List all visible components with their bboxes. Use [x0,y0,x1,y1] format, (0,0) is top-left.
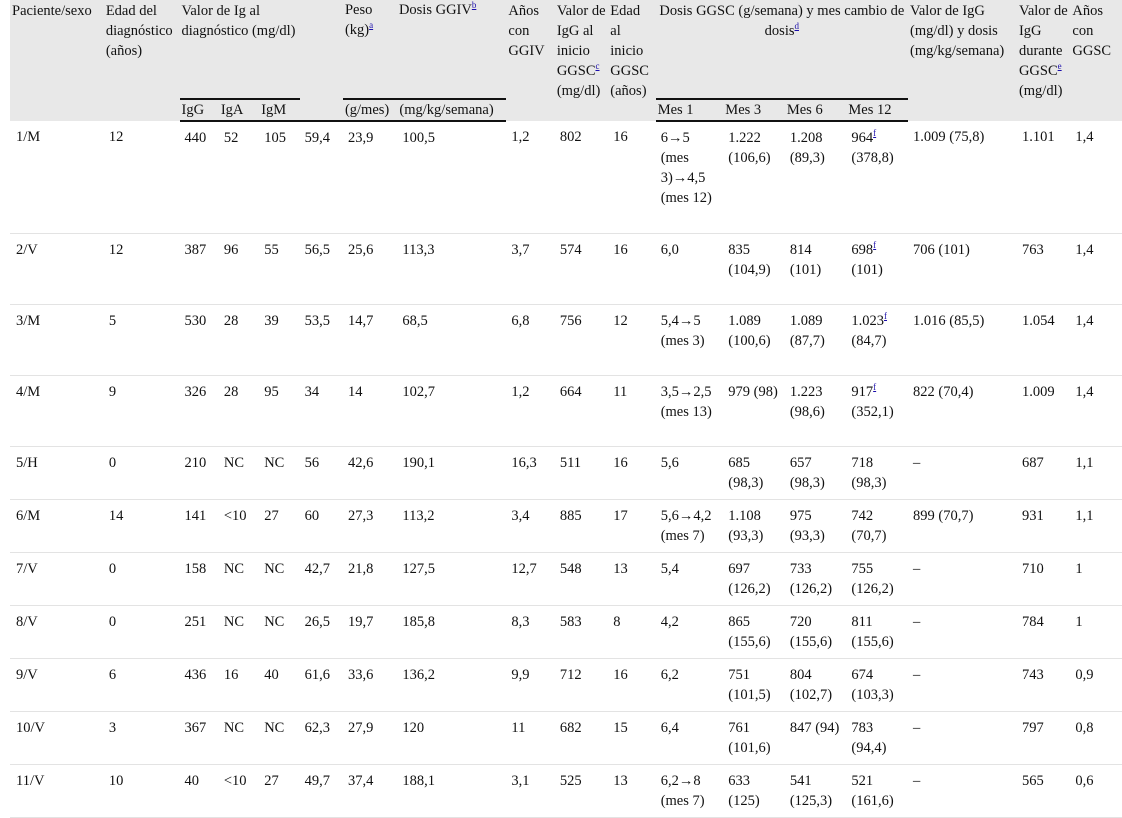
subheader-spacer [300,99,343,121]
cell-mes12 [846,711,908,764]
cell-igg-inicio: 548 [555,552,608,605]
cell-mgkg: 68,5 [397,304,506,375]
table-body [10,121,1122,817]
subheader-mes6: Mes 6 [785,99,847,121]
cell-mgkg: 188,1 [397,764,506,817]
cell-mes3: 761 (101,6) [723,711,785,764]
cell-igg: 436 [180,658,219,711]
cell-igg-inicio: 511 [555,446,608,499]
table-row [10,446,1122,499]
table-row [10,121,1122,233]
cell-edad: 12 [104,121,180,233]
cell-iga: <10 [219,499,259,552]
footnote-link-f[interactable]: f [873,239,877,250]
cell-gmes: 33,6 [343,658,397,711]
header-edad [104,0,180,121]
cell-peso: 42,7 [300,552,343,605]
cell-mes3: 751 (101,5) [723,658,785,711]
cell-anos-ggsc: 0,8 [1070,711,1122,764]
cell-igg-durante: 784 [1017,605,1070,658]
cell-gmes: 14,7 [343,304,397,375]
cell-igm: 95 [259,375,299,446]
cell-anos-ggiv: 3,4 [506,499,554,552]
cell-mes3: 685 (98,3) [723,446,785,499]
cell-peso: 59,4 [300,121,343,233]
table-row [10,605,1122,658]
cell-igm: 40 [259,658,299,711]
cell-mes12 [846,375,908,446]
cell-anos-ggsc: 1,4 [1070,121,1122,233]
cell-anos-ggsc: 1,4 [1070,233,1122,304]
cell-mes12-value: 755 (126,2) [851,560,894,597]
cell-igg-durante: 743 [1017,658,1070,711]
cell-igm: 27 [259,764,299,817]
cell-iga: 52 [219,121,259,233]
cell-peso: 60 [300,499,343,552]
cell-anos-ggiv: 1,2 [506,121,554,233]
cell-mes1: 6→5 (mes 3)→4,5 (mes 12) [656,121,724,233]
header-anos-ggiv-label: Años con GGIV [508,3,545,59]
header-dosis-ggsc-label: Dosis GGSC (g/semana) y mes cambio de dosis [659,3,905,39]
cell-anos-ggsc: 0,9 [1070,658,1122,711]
cell-igg-inicio: 525 [555,764,608,817]
cell-mes12-value: 742 (70,7) [851,507,887,544]
cell-igg-inicio: 712 [555,658,608,711]
header-valor-igg-dosis [908,0,1017,121]
cell-mes3: 1.108 (93,3) [723,499,785,552]
table-row [10,552,1122,605]
cell-igg-durante: 931 [1017,499,1070,552]
cell-anos-ggsc: 1 [1070,552,1122,605]
cell-iga: NC [219,446,259,499]
cell-mes6: 541 (125,3) [785,764,847,817]
cell-igg-inicio: 574 [555,233,608,304]
cell-mes12 [846,233,908,304]
cell-mes12 [846,446,908,499]
header-valor-igg-durante-unit: (mg/dl) [1018,83,1063,99]
header-valor-igg-inicio-unit: (mg/dl) [556,83,601,99]
cell-mes1: 6,2 [656,658,724,711]
cell-igg: 326 [180,375,219,446]
cell-mes6: 733 (126,2) [785,552,847,605]
cell-mes12 [846,499,908,552]
header-edad-label: Edad del diagnóstico (años) [105,3,173,59]
header-peso [343,0,397,40]
cell-mgkg: 127,5 [397,552,506,605]
table-row [10,375,1122,446]
header-paciente [10,0,104,121]
header-valor-igg-dosis-label: Valor de IgG (mg/dl) y dosis (mg/kg/semana) [909,3,1005,59]
header-edad-inicio-label: Edad al inicio GGSC (años) [610,3,649,99]
cell-igm: 39 [259,304,299,375]
cell-gmes: 21,8 [343,552,397,605]
table-row [10,304,1122,375]
cell-anos-ggiv: 8,3 [506,605,554,658]
header-anos-ggiv [506,0,554,121]
cell-anos-ggsc: 0,6 [1070,764,1122,817]
cell-igg-durante: 797 [1017,711,1070,764]
cell-edad: 10 [104,764,180,817]
cell-anos-ggiv: 16,3 [506,446,554,499]
cell-gmes: 25,6 [343,233,397,304]
cell-mgkg: 136,2 [397,658,506,711]
footnote-link-a[interactable]: a [369,20,374,31]
footnote-link-c[interactable]: c [595,61,600,72]
cell-edad-inicio: 16 [608,658,655,711]
footnote-link-d[interactable]: d [794,21,799,32]
header-dosis-ggsc [656,0,908,99]
cell-edad-inicio: 8 [608,605,655,658]
cell-mgkg: 100,5 [397,121,506,233]
cell-p: 1/M [10,121,104,233]
footnote-link-f[interactable]: f [873,128,877,139]
cell-mes12-value: 674 (103,3) [851,666,894,703]
cell-mes3: 835 (104,9) [723,233,785,304]
cell-peso: 62,3 [300,711,343,764]
cell-igg: 210 [180,446,219,499]
cell-edad-inicio: 17 [608,499,655,552]
cell-anos-ggiv: 6,8 [506,304,554,375]
cell-mes3: 1.222 (106,6) [723,121,785,233]
header-dosis-ggiv-label: Dosis GGIV [398,2,472,18]
header-dosis-ggiv [397,0,478,40]
cell-igm: NC [259,605,299,658]
cell-p: 5/H [10,446,104,499]
cell-igm: NC [259,711,299,764]
cell-mes12 [846,605,908,658]
cell-gmes: 27,3 [343,499,397,552]
subheader-mes12: Mes 12 [846,99,908,121]
cell-peso: 49,7 [300,764,343,817]
footnote-link-f[interactable]: f [884,310,888,321]
cell-mes6: 804 (102,7) [785,658,847,711]
header-peso-label: Peso (kg) [344,2,373,38]
cell-igg: 440 [180,121,219,233]
cell-mes3: 1.089 (100,6) [723,304,785,375]
cell-peso: 56,5 [300,233,343,304]
cell-mes12-value: 1.023 [851,312,885,329]
header-anos-ggsc [1070,0,1122,121]
cell-igg-dosis: – [908,605,1017,658]
cell-mgkg: 190,1 [397,446,506,499]
cell-mes12-dose: (84,7) [851,332,887,349]
cell-mes6: 657 (98,3) [785,446,847,499]
cell-p: 2/V [10,233,104,304]
cell-iga: 28 [219,375,259,446]
cell-mes6: 1.223 (98,6) [785,375,847,446]
cell-edad: 0 [104,552,180,605]
header-anos-ggsc-label: Años con GGSC [1072,3,1112,59]
cell-mes12-value: 811 (155,6) [851,613,894,650]
cell-mes1: 6,4 [656,711,724,764]
cell-edad-inicio: 12 [608,304,655,375]
cell-anos-ggiv: 9,9 [506,658,554,711]
cell-mes12-value: 964 [851,130,874,146]
cell-igg: 141 [180,499,219,552]
cell-mes1: 3,5→2,5 (mes 13) [656,375,724,446]
cell-igg-inicio: 664 [555,375,608,446]
header-valor-igg-inicio [555,0,608,121]
header-valor-igg-durante [1017,0,1070,121]
subheader-mes3: Mes 3 [723,99,785,121]
cell-igg-inicio: 802 [555,121,608,233]
cell-mes12-dose: (378,8) [851,150,894,166]
cell-gmes: 23,9 [343,121,397,233]
cell-mes3: 979 (98) [723,375,785,446]
cell-peso: 56 [300,446,343,499]
header-valor-igg-inicio-label: Valor de IgG al inicio GGSC [556,3,606,79]
cell-igg-dosis: 706 (101) [908,233,1017,304]
header-edad-inicio [608,0,655,121]
cell-iga: 28 [219,304,259,375]
cell-p: 4/M [10,375,104,446]
cell-p: 9/V [10,658,104,711]
cell-p: 6/M [10,499,104,552]
cell-mes6: 1.089 (87,7) [785,304,847,375]
cell-peso: 61,6 [300,658,343,711]
cell-mes6: 975 (93,3) [785,499,847,552]
cell-mes1: 6,0 [656,233,724,304]
cell-igm: 27 [259,499,299,552]
cell-mes3: 697 (126,2) [723,552,785,605]
footnote-link-e[interactable]: e [1057,61,1062,72]
cell-mes1: 4,2 [656,605,724,658]
cell-p: 10/V [10,711,104,764]
cell-igg: 387 [180,233,219,304]
cell-p: 8/V [10,605,104,658]
cell-iga: NC [219,605,259,658]
cell-igg-dosis: – [908,764,1017,817]
cell-gmes: 37,4 [343,764,397,817]
header-spacer [300,0,343,99]
cell-igg-durante: 1.054 [1017,304,1070,375]
cell-mes1: 5,4 [656,552,724,605]
cell-anos-ggiv: 1,2 [506,375,554,446]
subheader-igg: IgG [180,99,219,121]
cell-igg-dosis: 1.016 (85,5) [908,304,1017,375]
table-row [10,764,1122,817]
cell-mes12 [846,304,908,375]
cell-mes12 [846,764,908,817]
cell-p: 11/V [10,764,104,817]
cell-igg: 530 [180,304,219,375]
header-paciente-label: Paciente/sexo [12,3,92,19]
cell-igg: 251 [180,605,219,658]
cell-anos-ggsc: 1,1 [1070,499,1122,552]
cell-mes12-value: 783 (94,4) [851,719,887,756]
cell-anos-ggiv: 3,1 [506,764,554,817]
cell-mes12-value: 698 [851,241,874,258]
cell-igg-inicio: 885 [555,499,608,552]
subheader-mes1: Mes 1 [656,99,724,121]
cell-peso: 53,5 [300,304,343,375]
cell-edad-inicio: 16 [608,446,655,499]
cell-igg: 367 [180,711,219,764]
cell-mes6: 847 (94) [785,711,847,764]
cell-edad: 5 [104,304,180,375]
header-peso-dosis [343,0,506,99]
cell-edad-inicio: 11 [608,375,655,446]
cell-mes12-value: 521 (161,6) [851,772,894,809]
cell-anos-ggiv: 3,7 [506,233,554,304]
cell-igm: 55 [259,233,299,304]
subheader-mgkg: (mg/kg/semana) [397,99,506,121]
cell-mgkg: 113,2 [397,499,506,552]
cell-igg-inicio: 756 [555,304,608,375]
cell-igm: NC [259,446,299,499]
cell-igg-dosis: – [908,446,1017,499]
header-valor-ig [180,0,300,99]
cell-anos-ggiv: 12,7 [506,552,554,605]
cell-anos-ggsc: 1,4 [1070,304,1122,375]
cell-edad: 9 [104,375,180,446]
cell-peso: 26,5 [300,605,343,658]
cell-igm: 105 [259,121,299,233]
cell-mes3: 865 (155,6) [723,605,785,658]
cell-iga: NC [219,552,259,605]
cell-peso: 34 [300,375,343,446]
cell-gmes: 19,7 [343,605,397,658]
cell-iga: 96 [219,233,259,304]
cell-igg-durante: 565 [1017,764,1070,817]
cell-mes1: 6,2→8 (mes 7) [656,764,724,817]
cell-igm: NC [259,552,299,605]
cell-gmes: 27,9 [343,711,397,764]
subheader-igm: IgM [259,99,299,121]
cell-mes12 [846,552,908,605]
cell-igg-durante: 687 [1017,446,1070,499]
cell-edad: 6 [104,658,180,711]
cell-mes1: 5,6→4,2 (mes 7) [656,499,724,552]
cell-mes12-dose: (352,1) [851,403,894,420]
cell-gmes: 42,6 [343,446,397,499]
cell-edad: 3 [104,711,180,764]
cell-igg-dosis: 899 (70,7) [908,499,1017,552]
cell-p: 7/V [10,552,104,605]
cell-igg-inicio: 682 [555,711,608,764]
cell-mes12-value: 917 [851,383,874,400]
cell-anos-ggsc: 1 [1070,605,1122,658]
cell-mes6: 1.208 (89,3) [785,121,847,233]
cell-edad: 12 [104,233,180,304]
cell-mes6: 814 (101) [785,233,847,304]
cell-edad: 14 [104,499,180,552]
cell-anos-ggiv: 11 [506,711,554,764]
cell-mes1: 5,4→5 (mes 3) [656,304,724,375]
cell-iga: NC [219,711,259,764]
cell-igg-dosis: – [908,552,1017,605]
subheader-iga: IgA [219,99,259,121]
footnote-link-b[interactable]: b [471,0,477,11]
cell-igg-durante: 1.009 [1017,375,1070,446]
cell-igg: 40 [180,764,219,817]
cell-edad-inicio: 16 [608,121,655,233]
cell-mes12 [846,658,908,711]
cell-igg: 158 [180,552,219,605]
cell-igg-dosis: 822 (70,4) [908,375,1017,446]
cell-mgkg: 102,7 [397,375,506,446]
cell-gmes: 14 [343,375,397,446]
header-valor-ig-label: Valor de Ig al diagnóstico (mg/dl) [181,3,296,39]
cell-mes3: 633 (125) [723,764,785,817]
cell-edad: 0 [104,605,180,658]
cell-iga: 16 [219,658,259,711]
cell-mes6: 720 (155,6) [785,605,847,658]
subheader-gmes: (g/mes) [343,99,397,121]
cell-igg-dosis: – [908,658,1017,711]
cell-edad-inicio: 15 [608,711,655,764]
table-row [10,658,1122,711]
cell-edad-inicio: 13 [608,764,655,817]
table-row [10,233,1122,304]
table-row [10,499,1122,552]
cell-igg-dosis: 1.009 (75,8) [908,121,1017,233]
cell-mes12-value: 718 (98,3) [851,454,887,491]
header-valor-igg-durante-label: Valor de IgG durante GGSC [1018,3,1068,79]
cell-edad-inicio: 16 [608,233,655,304]
cell-igg-dosis: – [908,711,1017,764]
cell-igg-durante: 763 [1017,233,1070,304]
cell-igg-inicio: 583 [555,605,608,658]
patients-table [10,0,1122,818]
cell-igg-durante: 1.101 [1017,121,1070,233]
cell-iga: <10 [219,764,259,817]
cell-edad: 0 [104,446,180,499]
cell-edad-inicio: 13 [608,552,655,605]
table-row [10,711,1122,764]
cell-igg-durante: 710 [1017,552,1070,605]
cell-mgkg: 185,8 [397,605,506,658]
cell-mes1: 5,6 [656,446,724,499]
footnote-link-f[interactable]: f [873,381,877,392]
cell-anos-ggsc: 1,4 [1070,375,1122,446]
cell-mgkg: 113,3 [397,233,506,304]
cell-anos-ggsc: 1,1 [1070,446,1122,499]
cell-mgkg: 120 [397,711,506,764]
cell-mes12 [846,121,908,233]
cell-mes12-dose: (101) [851,261,883,278]
cell-p: 3/M [10,304,104,375]
